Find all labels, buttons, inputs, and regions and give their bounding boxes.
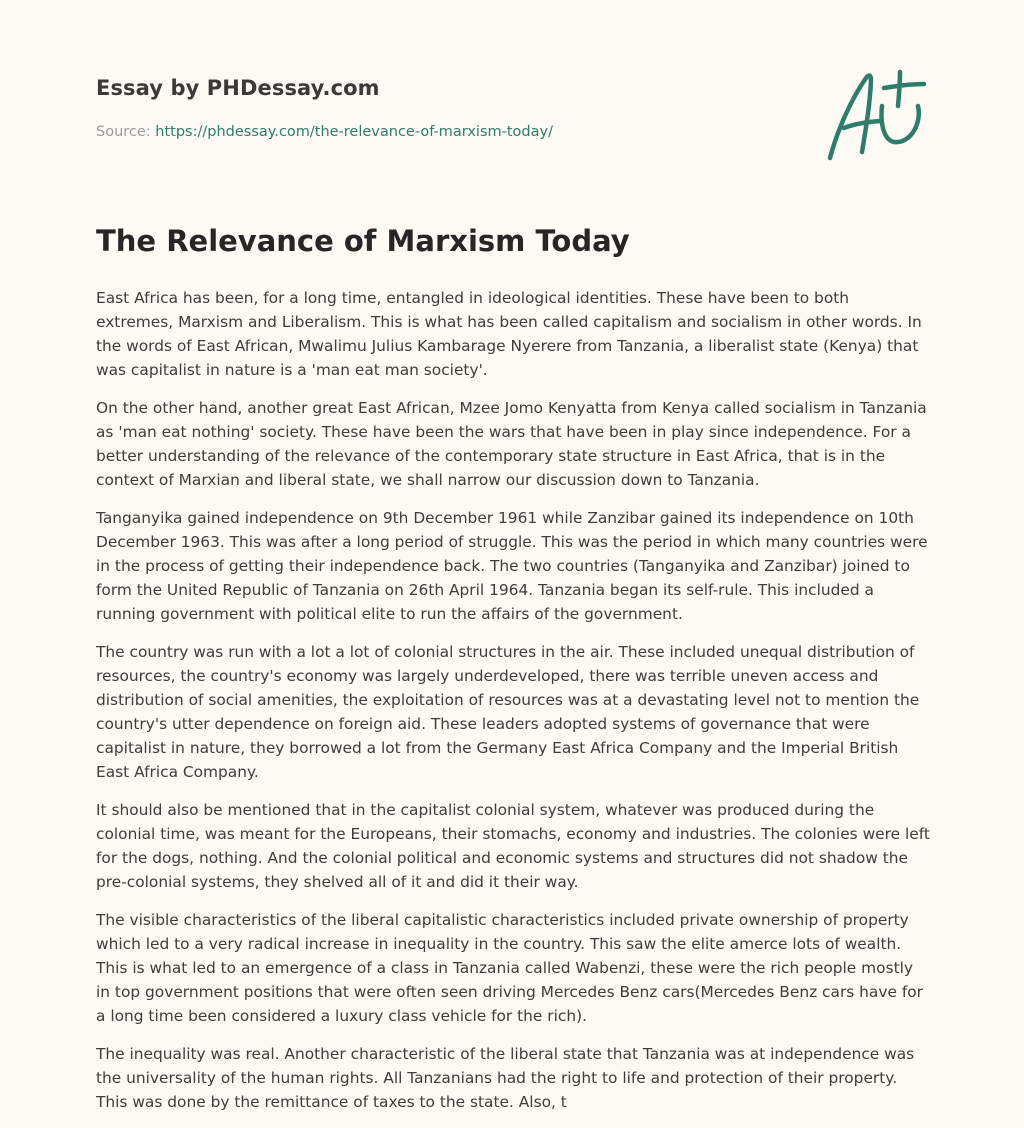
source-line	[96, 124, 553, 140]
article-paragraph: The visible characteristics of the liberal capitalistic characteristics included private ownership of property which led to a very radical increase in inequality in the country. This saw the elite amerce lots of wealth. This is what led to an emergence of a class in Tanzania called Wabenzi, these were the rich people mostly in top government positions that were often seen driving Mercedes Benz cars(Mercedes Benz cars have for a long time been considered a luxury class vehicle for the rich).	[96, 911, 923, 1025]
site-brand: Essay by PHDessay.com	[96, 76, 380, 100]
article-paragraph: On the other hand, another great East African, Mzee Jomo Kenyatta from Kenya called socialism in Tanzania as 'man eat nothing' society. These have been the wars that have been in play since independence. For a better understanding of the relevance of the contemporary state structure in East Africa, that is in the context of Marxian and liberal state, we shall narrow our discussion down to Tanzania.	[96, 399, 927, 489]
article-paragraph: Tanganyika gained independence on 9th December 1961 while Zanzibar gained its independence on 10th December 1963. This was after a long period of struggle. This was the period in which many countries were in the process of getting their independence back. The two countries (Tanganyika and Zanzibar) joined to form the United Republic of Tanzania on 26th April 1964. Tanzania began its self-rule. This included a running government with political elite to run the affairs of the government.	[96, 509, 928, 623]
article-paragraph: The inequality was real. Another characteristic of the liberal state that Tanzania was at independence was the universality of the human rights. All Tanzanians had the right to life and protection of their property. This was done by the remittance of taxes to the state. Also, t	[96, 1045, 915, 1111]
article-paragraph: The country was run with a lot a lot of colonial structures in the air. These included unequal distribution of resources, the country's economy was largely underdeveloped, there was terrible uneven access and distribution of social amenities, the exploitation of resources was at a devastating level not to mention the country's utter dependence on foreign aid. These leaders adopted systems of governance that were capitalist in nature, they borrowed a lot from the Germany East Africa Company and the Imperial British East Africa Company.	[96, 643, 920, 781]
article-body	[96, 286, 930, 1128]
article-title: The Relevance of Marxism Today	[96, 224, 630, 258]
source-link[interactable]: https://phdessay.com/the-relevance-of-marxism-today/	[155, 124, 553, 140]
article-paragraph: East Africa has been, for a long time, entangled in ideological identities. These have been to both extremes, Marxism and Liberalism. This is what has been called capitalism and socialism in other words. In the words of East African, Mwalimu Julius Kambarage Nyerere from Tanzania, a liberalist state (Kenya) that was capitalist in nature is a 'man eat man society'.	[96, 289, 922, 379]
source-label: Source:	[96, 124, 156, 140]
article-paragraph: It should also be mentioned that in the capitalist colonial system, whatever was produced during the colonial time, was meant for the Europeans, their stomachs, economy and industries. The colonies were left for the dogs, nothing. And the colonial political and economic systems and structures did not shadow the pre-colonial systems, they shelved all of it and did it their way.	[96, 801, 930, 891]
a-plus-logo-icon	[822, 66, 932, 166]
